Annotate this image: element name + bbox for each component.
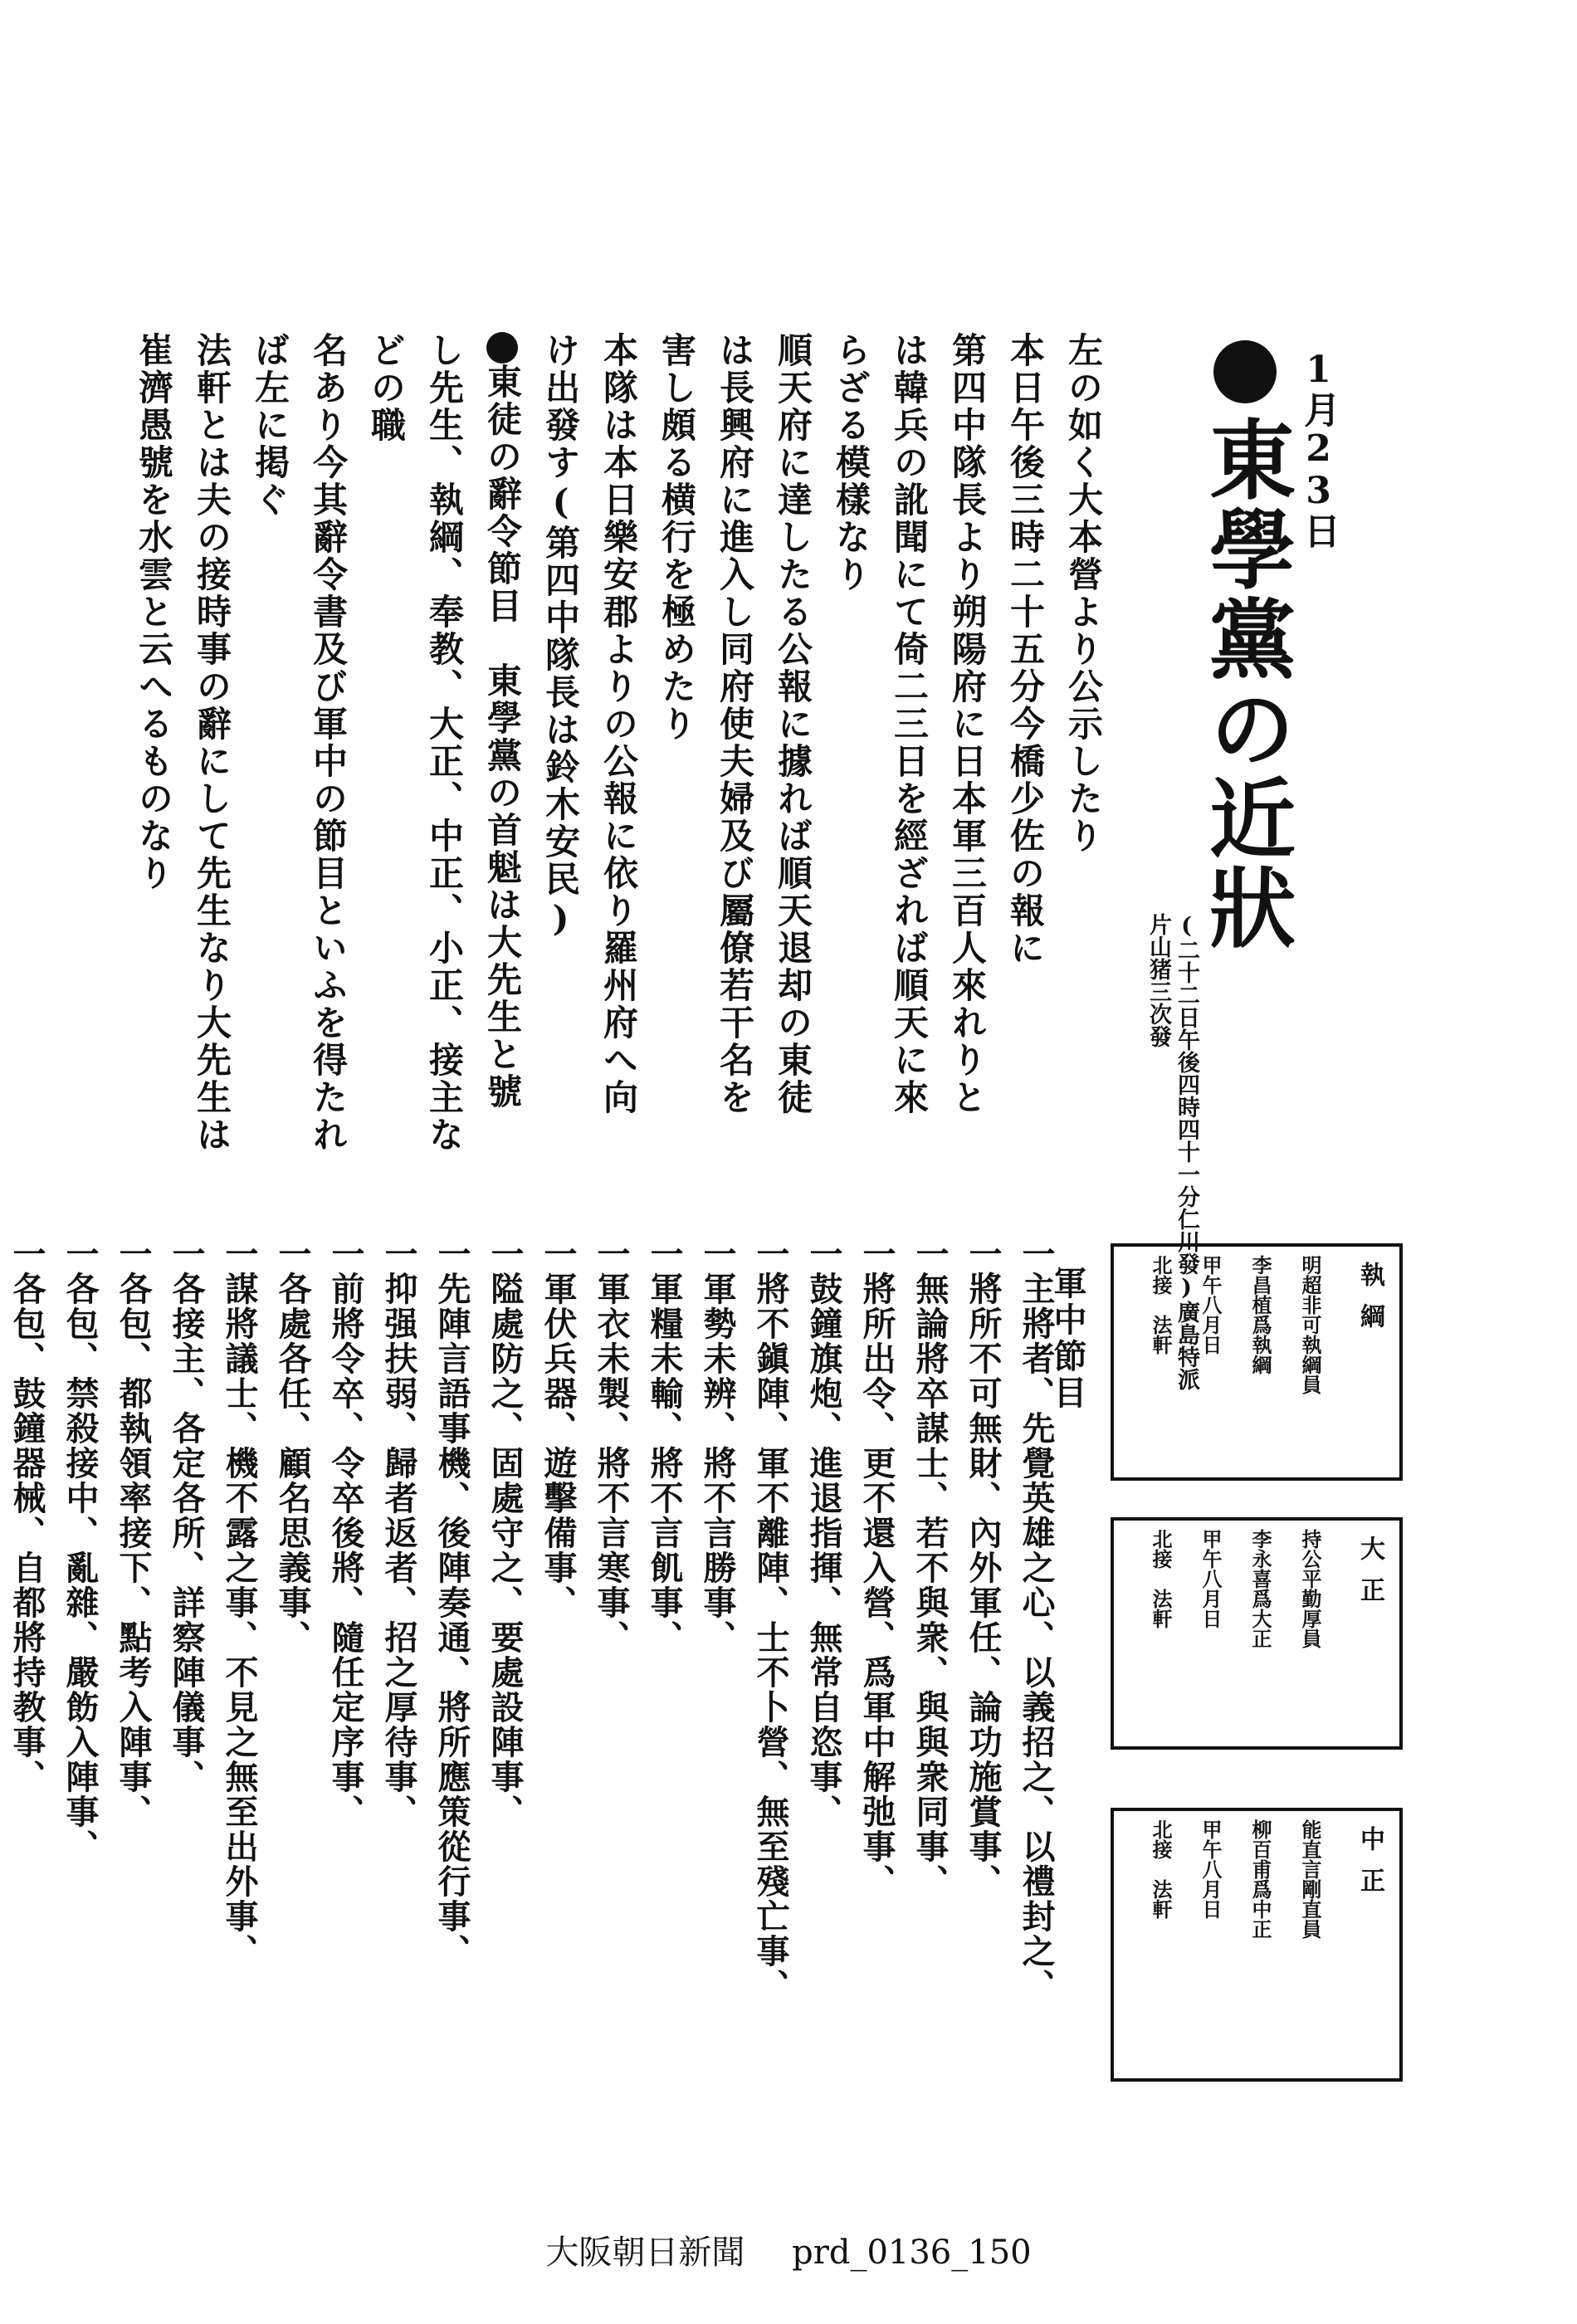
credential-box-zhigang: [1111, 1243, 1403, 1481]
credential-text: [1135, 1255, 1335, 1394]
rule-item: 一各包、禁殺接中、亂雜、嚴飭入陣事、: [61, 1237, 100, 1864]
rule-item: 一各接主、各定各所、詳察陣儀事、: [167, 1237, 206, 1794]
credential-line: 甲午八月日: [1199, 1819, 1223, 1919]
credential-line: 甲午八月日: [1199, 1255, 1223, 1355]
rule-item: 一鼓鐘旗炮、進退指揮、無常自恣事、: [804, 1237, 843, 1829]
article-line: 法軒とは夫の接時事の辭にして先生なり大先生は: [192, 332, 232, 1154]
credential-line: 持公平勤厚員: [1298, 1529, 1322, 1648]
article-line: 本日午後三時二十五分今橋少佐の報に: [1005, 332, 1046, 967]
credential-line: 北接 法軒: [1149, 1255, 1173, 1355]
subsection-line: 東徒の辭令節目 東學黨の首魁は大先生と號: [482, 364, 523, 1111]
credential-text: [1135, 1819, 1335, 1939]
publication-name: 大阪朝日新聞: [545, 2234, 745, 2272]
bullet-mark-icon: [486, 332, 518, 364]
credential-box-zhongzheng: [1111, 1808, 1403, 2082]
credential-boxes: [1111, 1243, 1403, 2090]
credential-title: 中正: [1355, 1826, 1384, 1909]
credential-title: 執綱: [1355, 1262, 1384, 1345]
rule-item: 一謀將議士、機不露之事、不見之無至出外事、: [220, 1237, 259, 1969]
credential-line: 北接 法軒: [1149, 1819, 1173, 1919]
article-line: は韓兵の訛聞にて倚二三日を經ざれば順天に來: [889, 332, 930, 1116]
rule-item: 一將所不可無財、內外軍任、論功施賞事、: [964, 1237, 1003, 1899]
credential-line: 北接 法軒: [1149, 1529, 1173, 1628]
credential-line: 明超非可執綱員: [1298, 1255, 1322, 1394]
article-byline: (二十二日午後四時四十一分仁川發)廣島特派片山猪三次發: [1145, 913, 1199, 1390]
article-line: 左の如く大本營より公示したり: [1063, 332, 1104, 855]
article-line: け出發す(第四中隊長は鈴木安民): [540, 332, 581, 941]
credential-box-dazheng: [1111, 1517, 1403, 1750]
rule-item: 一軍伏兵器、遊擊備事、: [539, 1237, 578, 1620]
credential-line: 甲午八月日: [1199, 1529, 1223, 1628]
rule-item: 一各包、都執領率接下、點考入陣事、: [114, 1237, 153, 1829]
credential-line: 柳百甫爲中正: [1248, 1819, 1272, 1939]
article-date: 1月23日: [1297, 349, 1340, 549]
credential-title: 大正: [1355, 1536, 1384, 1618]
article-line: らざる模樣なり: [831, 332, 872, 593]
rules-list: [0, 1237, 1062, 2116]
article-line: 崔濟愚號を水雲と云へるものなり: [134, 332, 174, 892]
article-title: 東學黨の近狀: [1194, 415, 1296, 953]
article-line: [473, 332, 531, 1179]
credential-line: 李昌植爲執綱: [1248, 1255, 1272, 1374]
article-line: し先生、執綱、奉教、大正、中正、小正、接主などの職: [366, 332, 465, 1154]
rule-item: 一各包、鼓鐘器械、自都將持教事、: [7, 1237, 46, 1794]
credential-line: 李永喜爲大正: [1248, 1529, 1272, 1648]
rule-item: 一先陣言語事機、後陣奏通、將所應策從行事、: [432, 1237, 471, 1969]
article-line: 本隊は本日樂安郡よりの公報に依り羅州府へ向: [598, 332, 639, 1116]
rule-item: 一將所出令、更不還入營、爲軍中解弛事、: [857, 1237, 896, 1899]
notice-heading: 軍中節目: [1048, 1266, 1087, 1412]
rule-item: 一軍衣未製、將不言寒事、: [592, 1237, 631, 1655]
article-line: は長興府に進入し同府使夫婦及び屬僚若干名を: [715, 332, 755, 1116]
rule-item: 一無論將卒謀士、若不與衆、與與衆同事、: [911, 1237, 950, 1899]
rule-item: 一主將者、先覺英雄之心、以義招之、以禮封之、: [1017, 1237, 1056, 2004]
section-mark-icon: [1213, 340, 1277, 403]
credential-line: 能直言剛直員: [1298, 1819, 1322, 1939]
article-line: 第四中隊長より朔陽府に日本軍三百人來れりと: [947, 332, 988, 1116]
article-line: 名あり今其辭令書及び軍中の節目といふを得たれ: [308, 332, 349, 1154]
document-code: prd_0136_150: [792, 2234, 1032, 2272]
rule-item: 一將不鎭陣、軍不離陣、士不卜營、無至殘亡事、: [751, 1237, 790, 2004]
article-line: 害し頗る横行を極めたり: [657, 332, 697, 743]
page-footer: [0, 2226, 1577, 2273]
rule-item: 一軍勢未辨、將不言勝事、: [698, 1237, 737, 1655]
rule-item: 一各處各任、顧名思義事、: [273, 1237, 312, 1655]
credential-text: [1135, 1529, 1335, 1648]
article-line: 順天府に達したる公報に據れば順天退却の東徒: [773, 332, 813, 1116]
rule-item: 一抑强扶弱、歸者返者、招之厚待事、: [379, 1237, 418, 1829]
rule-item: 一隘處防之、固處守之、要處設陣事、: [486, 1237, 525, 1829]
article-line: ば左に掲ぐ: [250, 332, 290, 519]
rule-item: 一前將令卒、令卒後將、隨任定序事、: [326, 1237, 365, 1829]
article-body: [124, 332, 1112, 1179]
rule-item: 一軍糧未輸、將不言飢事、: [645, 1237, 684, 1655]
